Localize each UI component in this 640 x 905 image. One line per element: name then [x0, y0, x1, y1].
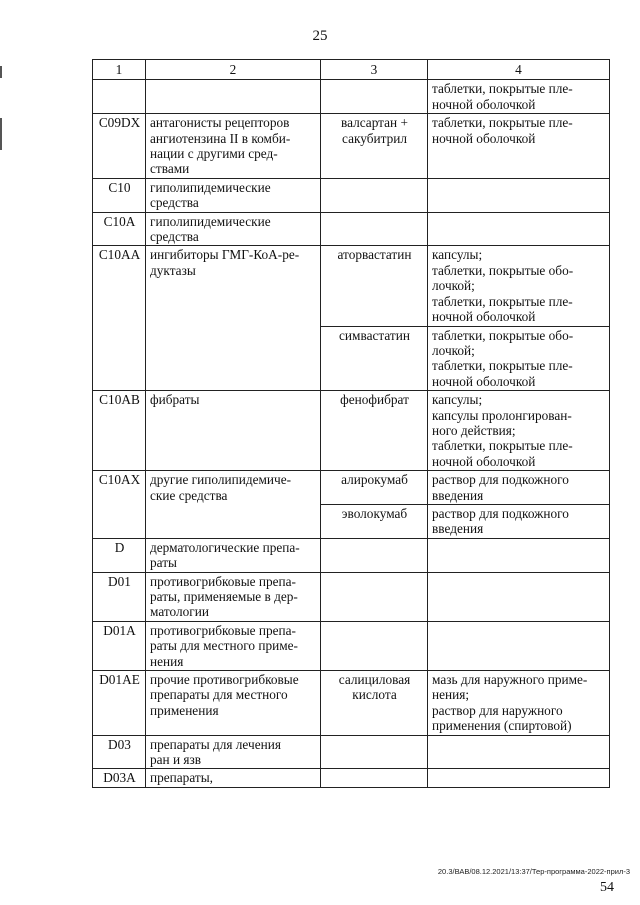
- atc-code-cell: [93, 114, 146, 179]
- atc-code-cell: [93, 471, 146, 539]
- dosage-form-cell: [428, 471, 610, 505]
- drug-name-cell: [321, 114, 428, 179]
- table-row: [93, 735, 610, 769]
- atc-code-cell: [93, 538, 146, 572]
- cell-line: раты, применяемые в дер-: [150, 589, 298, 604]
- cell-line: раствор для подкожного: [432, 505, 569, 521]
- cell-line: D01AE: [99, 672, 140, 688]
- cell-line: средства: [150, 195, 199, 211]
- table-header-row: [93, 60, 610, 80]
- dosage-form-cell: [428, 504, 610, 538]
- cell-line: салициловая: [338, 672, 411, 688]
- cell-line: средства: [150, 229, 199, 245]
- cell-line: препараты для лечения: [150, 736, 281, 752]
- sheet-number: 54: [600, 880, 614, 895]
- cell-line: аторвастатин: [337, 247, 412, 263]
- cell-line: дуктазы: [150, 262, 196, 278]
- dosage-form-cell: [428, 212, 610, 246]
- dosage-form-cell: [428, 178, 610, 212]
- cell-line: эволокумаб: [341, 505, 408, 521]
- dosage-form-cell: [428, 326, 610, 391]
- cell-line: ангиотензина II в комби-: [150, 130, 291, 146]
- cell-line: лочкой;: [432, 342, 475, 358]
- cell-line: сакубитрил: [342, 130, 407, 146]
- atc-group-cell: [146, 735, 321, 769]
- cell-line: симвастатин: [339, 327, 410, 343]
- cell-line: таблетки, покрытые пле-: [432, 438, 573, 454]
- cell-line: фенофибрат: [340, 392, 409, 408]
- drug-name-cell: [321, 178, 428, 212]
- atc-group-cell: [146, 769, 321, 787]
- cell-line: мазь для наружного приме-: [432, 672, 588, 688]
- dosage-form-cell: [428, 80, 610, 114]
- cell-line: C10A: [103, 213, 136, 229]
- cell-line: C10AB: [99, 392, 140, 408]
- cell-line: введения: [432, 487, 484, 503]
- atc-group-cell: [146, 621, 321, 670]
- page-number: 25: [312, 28, 328, 44]
- cell-line: ствами: [150, 161, 190, 177]
- table-row: [93, 246, 610, 326]
- cell-line: применения: [150, 702, 219, 718]
- cell-line: противогрибковые препа-: [150, 573, 296, 589]
- cell-line: противогрибковые препа-: [150, 622, 296, 638]
- cell-line: фибраты: [150, 392, 200, 408]
- drug-name-cell: [321, 735, 428, 769]
- cell-line: дерматологические препа-: [150, 539, 300, 555]
- dosage-form-cell: [428, 572, 610, 621]
- cell-line: ночной оболочкой: [432, 130, 536, 146]
- cell-line: таблетки, покрытые обо-: [432, 262, 574, 278]
- cell-line: капсулы;: [432, 247, 483, 263]
- dosage-form-cell: [428, 671, 610, 736]
- cell-line: гиполипидемические: [150, 213, 271, 229]
- cell-line: D01A: [103, 622, 136, 638]
- dosage-form-cell: [428, 621, 610, 670]
- dosage-form-cell: [428, 538, 610, 572]
- cell-line: C09DX: [98, 115, 141, 131]
- table-row: [93, 538, 610, 572]
- cell-line: ного действия;: [432, 422, 516, 438]
- cell-line: раствор для подкожного: [432, 472, 569, 488]
- drug-name-cell: [321, 80, 428, 114]
- atc-group-cell: [146, 671, 321, 736]
- drug-name-cell: [321, 212, 428, 246]
- atc-group-cell: [146, 114, 321, 179]
- cell-line: нения: [150, 653, 184, 669]
- cell-line: капсулы пролонгирован-: [432, 407, 572, 423]
- atc-code-cell: [93, 178, 146, 212]
- dosage-form-cell: [428, 735, 610, 769]
- cell-line: ночной оболочкой: [432, 309, 536, 325]
- table-body: [93, 80, 610, 787]
- cell-line: другие гиполипидемиче-: [150, 472, 292, 488]
- table-row: [93, 391, 610, 471]
- cell-line: гиполипидемические: [150, 179, 271, 195]
- drug-name-cell: [321, 391, 428, 471]
- cell-line: препараты для местного: [150, 687, 288, 703]
- cell-line: нации с другими сред-: [150, 146, 278, 162]
- atc-group-cell: [146, 471, 321, 539]
- atc-group-cell: [146, 538, 321, 572]
- table-row: [93, 80, 610, 114]
- atc-code-cell: [93, 212, 146, 246]
- atc-group-cell: [146, 246, 321, 391]
- cell-line: D: [114, 539, 125, 555]
- cell-line: прочие противогрибковые: [150, 672, 299, 688]
- cell-line: ран и язв: [150, 752, 202, 768]
- document-stamp: 20.3/ВАВ/08.12.2021/13:37/Тер-программа-2022-прил-3: [437, 867, 630, 876]
- cell-line: ночной оболочкой: [432, 96, 536, 112]
- cell-line: нения;: [432, 687, 470, 703]
- cell-line: ские средства: [150, 487, 228, 503]
- cell-line: таблетки, покрытые пле-: [432, 115, 573, 131]
- cell-line: раствор для наружного: [432, 702, 563, 718]
- drug-name-cell: [321, 538, 428, 572]
- column-header: 3: [321, 60, 428, 80]
- atc-code-cell: [93, 769, 146, 787]
- cell-line: C10: [108, 179, 131, 195]
- cell-line: матологии: [150, 604, 209, 620]
- dosage-form-cell: [428, 769, 610, 787]
- cell-line: препараты,: [150, 770, 213, 786]
- column-header: 1: [93, 60, 146, 80]
- dosage-form-cell: [428, 391, 610, 471]
- cell-line: кислота: [352, 687, 397, 703]
- cell-line: применения (спиртовой): [432, 718, 572, 734]
- cell-line: лочкой;: [432, 278, 475, 294]
- cell-line: C10AX: [98, 472, 141, 488]
- atc-code-cell: [93, 391, 146, 471]
- drug-name-cell: [321, 246, 428, 326]
- atc-code-cell: [93, 671, 146, 736]
- table-row: [93, 471, 610, 505]
- cell-line: алирокумаб: [341, 472, 408, 488]
- atc-code-cell: [93, 621, 146, 670]
- drug-name-cell: [321, 769, 428, 787]
- cell-line: валсартан +: [340, 115, 408, 131]
- table-row: [93, 621, 610, 670]
- atc-group-cell: [146, 178, 321, 212]
- cell-line: таблетки, покрытые обо-: [432, 327, 574, 343]
- drug-name-cell: [321, 671, 428, 736]
- atc-code-cell: [93, 80, 146, 114]
- cell-line: таблетки, покрытые пле-: [432, 358, 573, 374]
- cell-line: введения: [432, 521, 484, 537]
- cell-line: таблетки, покрытые пле-: [432, 81, 573, 97]
- cell-line: антагонисты рецепторов: [150, 115, 290, 131]
- cell-line: C10AA: [98, 247, 141, 263]
- cell-line: раты: [150, 555, 177, 571]
- cell-line: D01: [108, 573, 131, 589]
- cell-line: ночной оболочкой: [432, 453, 536, 469]
- column-header: 4: [428, 60, 610, 80]
- atc-group-cell: [146, 572, 321, 621]
- drug-name-cell: [321, 326, 428, 391]
- atc-code-cell: [93, 735, 146, 769]
- table-row: [93, 114, 610, 179]
- table-row: [93, 178, 610, 212]
- table-row: [93, 671, 610, 736]
- atc-group-cell: [146, 212, 321, 246]
- atc-code-cell: [93, 572, 146, 621]
- binding-mark: [0, 66, 2, 78]
- drug-name-cell: [321, 621, 428, 670]
- cell-line: D03: [108, 736, 131, 752]
- atc-code-cell: [93, 246, 146, 391]
- cell-line: раты для местного приме-: [150, 638, 298, 654]
- dosage-form-cell: [428, 114, 610, 179]
- column-header: 2: [146, 60, 321, 80]
- table-row: [93, 769, 610, 787]
- binding-mark: [0, 118, 2, 150]
- atc-group-cell: [146, 80, 321, 114]
- cell-line: таблетки, покрытые пле-: [432, 293, 573, 309]
- drug-name-cell: [321, 471, 428, 505]
- cell-line: капсулы;: [432, 392, 483, 408]
- cell-line: D03A: [103, 770, 136, 786]
- cell-line: ингибиторы ГМГ-КоА-ре-: [150, 247, 300, 263]
- atc-group-cell: [146, 391, 321, 471]
- medication-table: [92, 59, 610, 788]
- drug-name-cell: [321, 572, 428, 621]
- table-row: [93, 212, 610, 246]
- drug-name-cell: [321, 504, 428, 538]
- dosage-form-cell: [428, 246, 610, 326]
- table-row: [93, 572, 610, 621]
- cell-line: ночной оболочкой: [432, 373, 536, 389]
